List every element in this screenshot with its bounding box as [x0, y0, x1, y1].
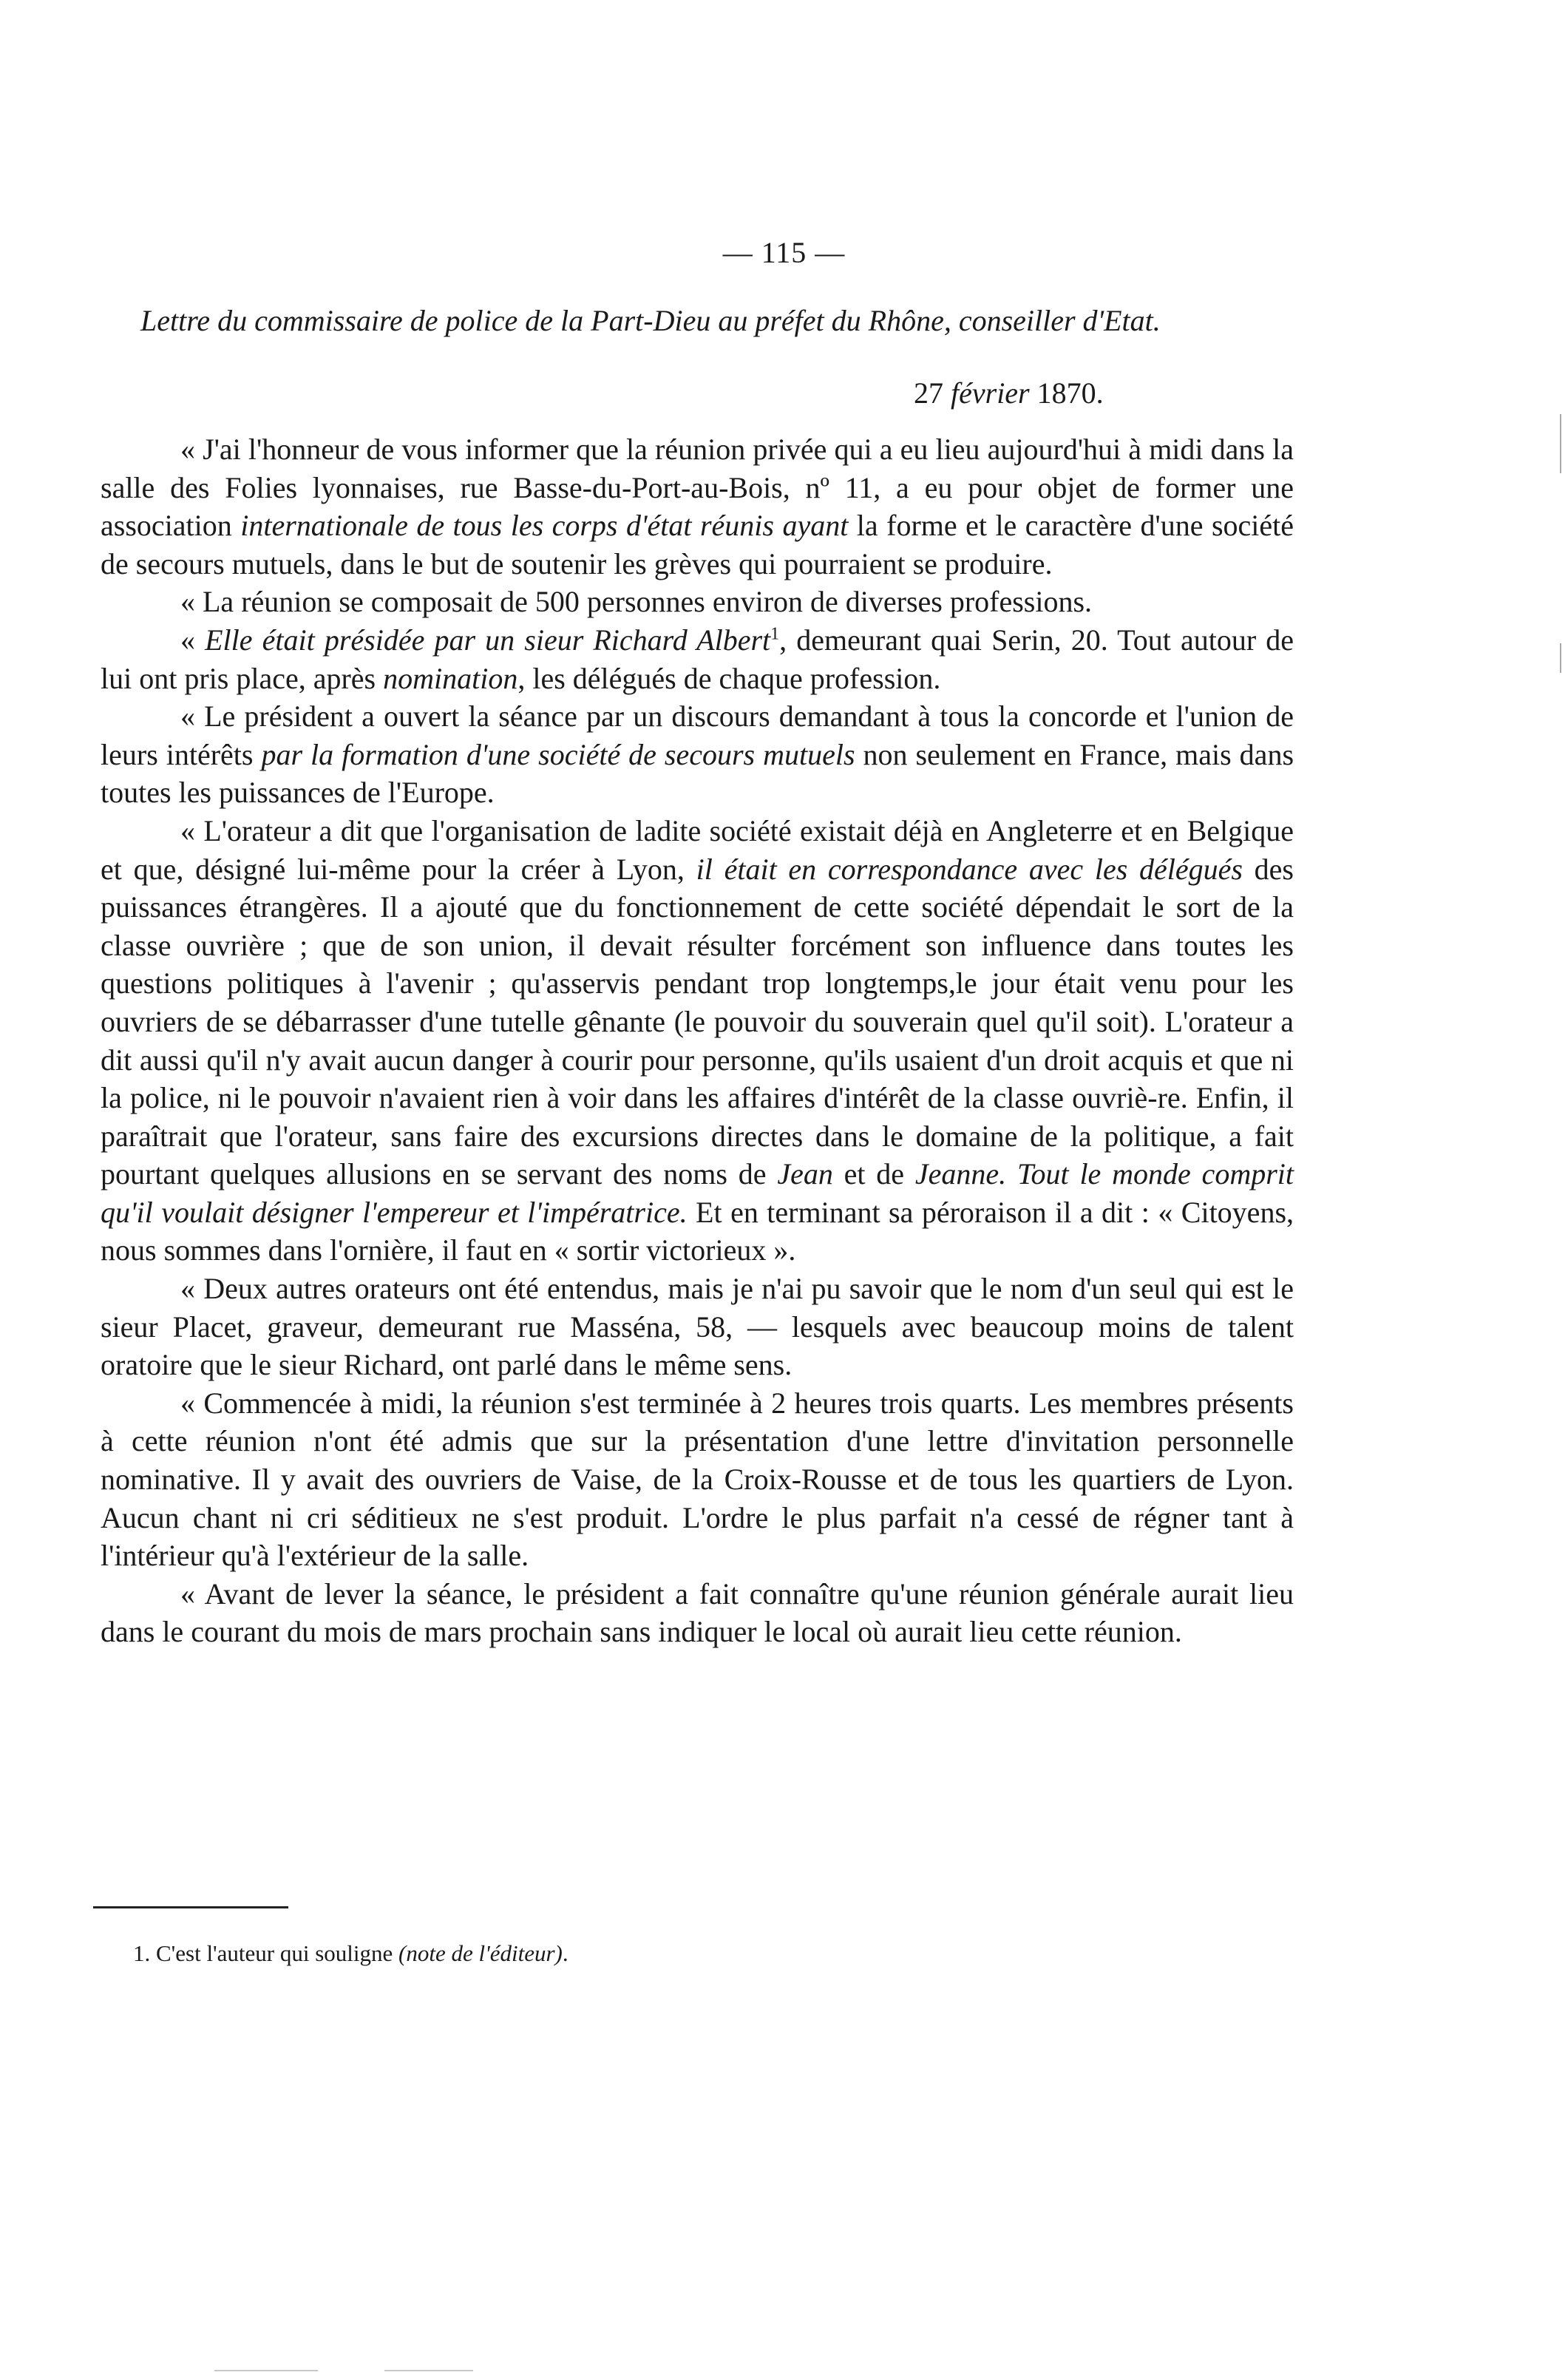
date-month: février — [951, 376, 1030, 410]
date-year: 1870. — [1036, 376, 1104, 410]
letter-date — [914, 376, 1104, 410]
document-title: Lettre du commissaire de police de la Part-Dieu au préfet du Rhône, conseiller d'Etat. — [140, 304, 1161, 337]
footnote-separator — [93, 1906, 288, 1908]
date-day: 27 — [914, 376, 943, 410]
paragraph-5: « L'orateur a dit que l'organisation de ladite société existait déjà en Angleterre et en Belgique et que, désigné lui-même pour la créer à Lyon, il était en correspondance avec les délégués des puissances étrangères. Il a ajouté que du fonctionnement de cette société dépendait le sort de la classe ouvrière ; que de son union, il devait résulter forcément son influence dans toutes les questions politiques à l'avenir ; qu'asservis pendant trop longtemps,le jour était venu pour les ouvriers de se débarrasser d'une tutelle gênante (le pouvoir du souverain quel qu'il soit). L'orateur a dit aussi qu'il n'y avait aucun danger à courir pour personne, qu'ils usaient d'un droit acquis et que ni la police, ni le pouvoir n'avaient rien à voir dans les affaires d'intérêt de la classe ouvriè-re. Enfin, il paraîtrait que l'orateur, sans faire des excursions directes dans le domaine de la politique, a fait pourtant quelques allusions en se servant des noms de Jean et de Jeanne. Tout le monde comprit qu'il voulait désigner l'empereur et l'impératrice. Et en terminant sa péroraison il a dit : « Citoyens, nous sommes dans l'ornière, il faut en « sortir victorieux ». — [101, 813, 1294, 1267]
paragraph-4: « Le président a ouvert la séance par un discours demandant à tous la concorde et l'union de leurs intérêts par la formation d'une société de secours mutuels non seulement en France, mais dans toutes les puissances de l'Europe. — [101, 699, 1294, 810]
scan-edge-mark — [1560, 643, 1561, 673]
page-number: — 115 — — [722, 236, 846, 269]
scan-bottom-mark — [384, 2370, 473, 2371]
paragraph-3: « Elle était présidée par un sieur Richard Albert$^1$, demeurant quai Serin, 20. Tout autour de lui ont pris place, après nomination, les délégués de chaque profession. — [101, 623, 1294, 695]
footnote: 1. C'est l'auteur qui souligne (note de l'éditeur). — [133, 1940, 569, 1966]
footnote-ref: 1 — [770, 624, 780, 644]
paragraph-1: « J'ai l'honneur de vous informer que la réunion privée qui a eu lieu aujourd'hui à midi dans la salle des Folies lyonnaises, rue Basse-du-Port-au-Bois, nº 11, a eu pour objet de former une association internationale de tous les corps d'état réunis ayant la forme et le caractère d'une société de secours mutuels, dans le but de soutenir les grèves qui pourraient se produire. — [101, 433, 1294, 580]
paragraph-7: « Commencée à midi, la réunion s'est terminée à 2 heures trois quarts. Les membres présents à cette réunion n'ont été admis que sur la présentation d'une lettre d'invitation personnelle nominative. Il y avait des ouvriers de Vaise, de la Croix-Rousse et de tous les quartiers de Lyon. Aucun chant ni cri séditieux ne s'est produit. L'ordre le plus parfait n'a cessé de régner tant à l'intérieur qu'à l'extérieur de la salle. — [101, 1386, 1294, 1573]
footnote-number: 1. — [133, 1940, 151, 1966]
scan-bottom-mark — [214, 2370, 318, 2371]
letter-body — [101, 430, 1294, 1651]
paragraph-6: « Deux autres orateurs ont été entendus, mais je n'ai pu savoir que le nom d'un seul qui est le sieur Placet, graveur, demeurant rue Masséna, 58, — lesquels avec beaucoup moins de talent oratoire que le sieur Richard, ont parlé dans le même sens. — [101, 1272, 1294, 1382]
paragraph-2: « La réunion se composait de 500 personnes environ de diverses professions. — [180, 585, 1093, 619]
scan-edge-mark — [1560, 414, 1561, 473]
paragraph-8: « Avant de lever la séance, le président a fait connaître qu'une réunion générale aurait lieu dans le courant du mois de mars prochain sans indiquer le local où aurait lieu cette réunion. — [101, 1576, 1294, 1649]
